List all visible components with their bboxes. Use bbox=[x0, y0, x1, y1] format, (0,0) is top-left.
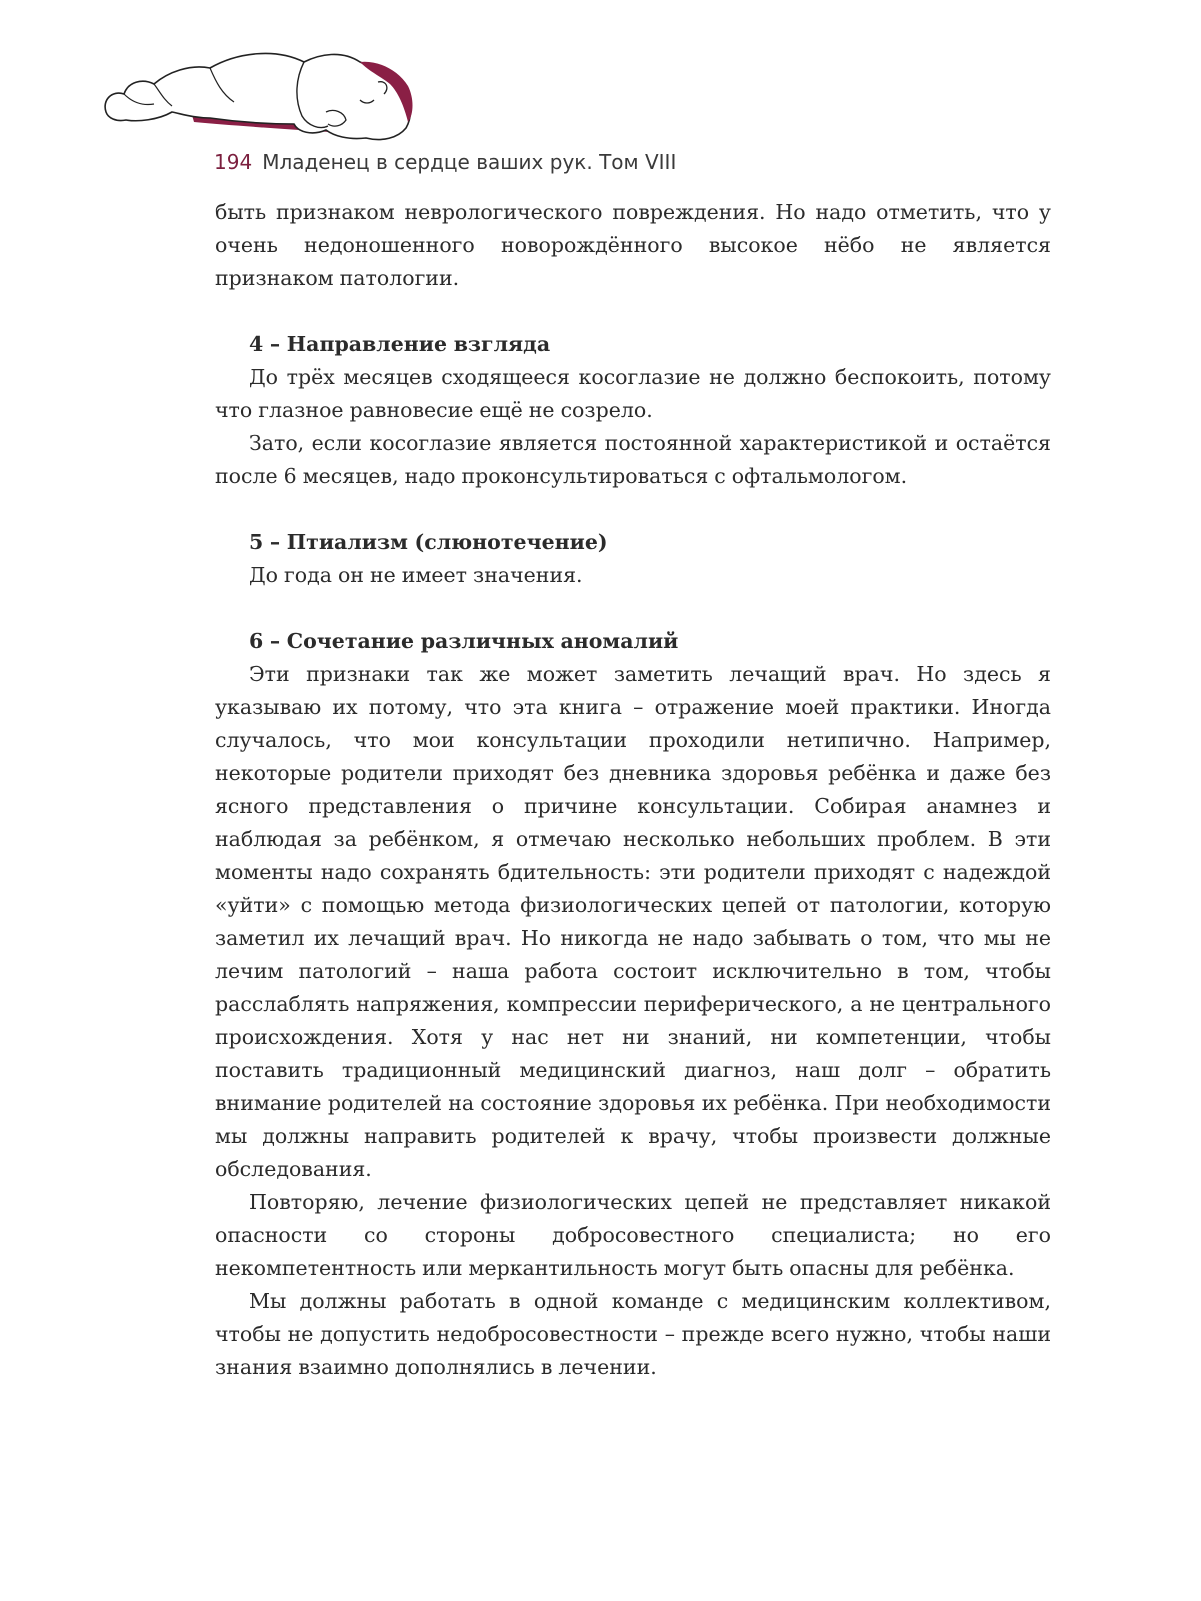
section-4-paragraph-2: Зато, если косоглазие является постоянной характеристикой и остаётся после 6 месяцев, надо проконсультироваться с офтальмологом. bbox=[215, 431, 1051, 488]
section-4-heading: 4 – Направление взгляда bbox=[249, 332, 551, 356]
section-6-paragraph-3: Мы должны работать в одной команде с медицинским коллективом, чтобы не допустить недобросовестности – прежде всего нужно, чтобы наши знания взаимно дополнялись в лечении. bbox=[215, 1289, 1051, 1379]
section-4-paragraph-1: До трёх месяцев сходящееся косоглазие не должно беспокоить, потому что глазное равновесие ещё не созрело. bbox=[215, 365, 1051, 422]
section-5-paragraph-1: До года он не имеет значения. bbox=[249, 563, 583, 587]
section-5-heading: 5 – Птиализм (слюнотечение) bbox=[249, 530, 608, 554]
running-title: Младенец в сердце ваших рук. Том VIII bbox=[262, 150, 677, 174]
body-text bbox=[215, 196, 1051, 1384]
opening-paragraph: быть признаком неврологического повреждения. Но надо отметить, что у очень недоношенного новорождённого высокое нёбо не является признаком патологии. bbox=[215, 200, 1051, 290]
section-6-heading: 6 – Сочетание различных аномалий bbox=[249, 629, 679, 653]
running-head bbox=[214, 150, 676, 174]
section-6-paragraph-2: Повторяю, лечение физиологических цепей не представляет никакой опасности со стороны добросовестного специалиста; но его некомпетентность или меркантильность могут быть опасны для ребёнка. bbox=[215, 1190, 1051, 1280]
section-6-paragraph-1: Эти признаки так же может заметить лечащий врач. Но здесь я указываю их потому, что эта книга – отражение моей практики. Иногда случалось, что мои консультации проходили нетипично. Например, некоторые родители приходят без дневника здоровья ребёнка и даже без ясного представления о причине консультации. Собирая анамнез и наблюдая за ребёнком, я отмечаю несколько небольших проблем. В эти моменты надо сохранять бдительность: эти родители приходят с надеждой «уйти» с помощью метода физиологических цепей от патологии, которую заметил их лечащий врач. Но никогда не надо забывать о том, что мы не лечим патологий – наша работа состоит исключительно в том, чтобы расслаблять напряжения, компрессии периферического, а не центрального происхождения. Хотя у нас нет ни знаний, ни компетенции, чтобы поставить традиционный медицинский диагноз, наш долг – обратить внимание родителей на состояние здоровья их ребёнка. При необходимости мы должны направить родителей к врачу, чтобы произвести должные обследования. bbox=[215, 662, 1051, 1181]
sleeping-baby-illustration bbox=[98, 42, 418, 150]
page-number: 194 bbox=[214, 150, 253, 174]
